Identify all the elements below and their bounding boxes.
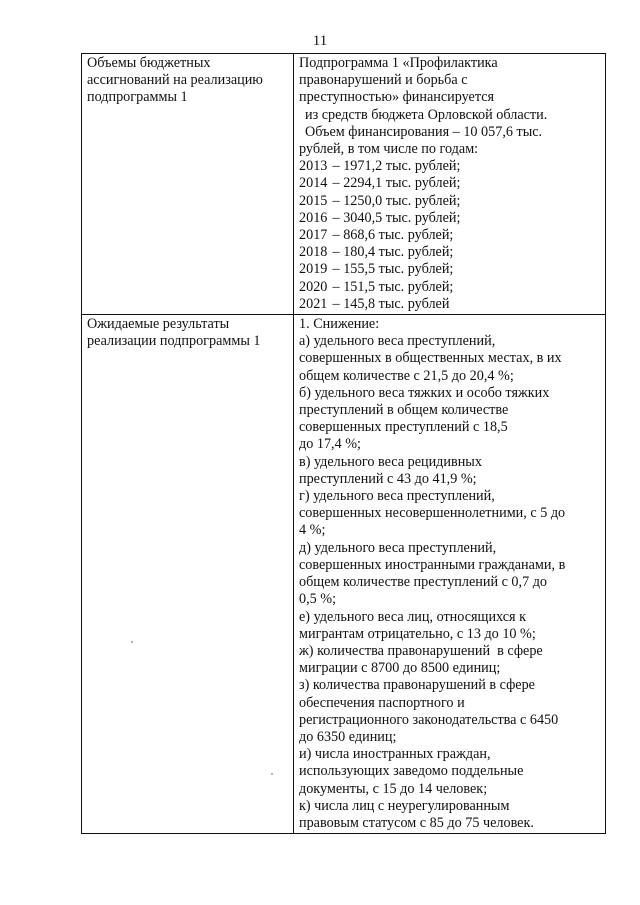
year-amount: – 868,6 тыс. рублей; [329,227,454,244]
year-amount-row [299,279,601,296]
page-number: 11 [312,33,328,49]
year-amount-row [299,261,601,278]
results-label-cell [82,315,294,834]
year-amount: – 1971,2 тыс. рублей; [329,158,461,175]
label-line: Ожидаемые результаты [87,316,230,333]
budget-content-cell [294,54,606,315]
content-line: 1. Снижение: [299,316,380,333]
content-line: правонарушений и борьба с [299,72,468,89]
content-line: а) удельного веса преступлений, [299,333,496,350]
year-label: 2020 [299,278,328,295]
label-line: Объемы бюджетных [87,55,211,71]
scan-speck [271,773,273,775]
content-line: совершенных иностранными гражданами, в [299,556,566,573]
results-content-cell [294,315,606,834]
content-line: использующих заведомо поддельные [299,763,524,780]
content-line: миграции с 8700 до 8500 единиц; [299,660,501,677]
content-line: совершенных несовершеннолетними, с 5 до [299,505,566,522]
content-line: правовым статусом с 85 до 75 человек. [299,814,534,831]
content-line: преступлений в общем количестве [299,402,509,419]
year-label: 2016 [299,209,328,226]
content-line: 4 %; [299,522,326,539]
year-amount-row [299,227,601,244]
content-line: совершенных преступлений с 18,5 [299,419,508,436]
year-amount-row [299,175,601,192]
year-amount-row [299,210,601,227]
year-amount: – 2294,1 тыс. рублей; [329,175,461,192]
year-label: 2015 [299,192,328,209]
content-line: до 6350 единиц; [299,728,397,745]
content-line: Объем финансирования – 10 057,6 тыс. [305,123,543,140]
content-line: мигрантам отрицательно, с 13 до 10 %; [299,625,536,642]
content-line: д) удельного веса преступлений, [299,539,497,556]
year-label: 2018 [299,244,328,261]
content-line: документы, с 15 до 14 человек; [299,780,488,797]
year-amount: – 180,4 тыс. рублей; [329,244,454,261]
year-amount: – 1250,0 тыс. рублей; [329,192,461,209]
scan-speck [131,641,133,643]
table-row-budget [82,54,606,315]
year-amount-row [299,158,601,175]
year-label: 2021 [299,295,328,312]
year-amount-row [299,296,601,313]
content-line: обеспечения паспортного и [299,694,465,711]
budget-label-cell [82,54,294,315]
label-line: реализации подпрограммы 1 [87,333,261,350]
year-label: 2013 [299,158,328,175]
content-line: 0,5 %; [299,591,337,608]
year-amount: – 151,5 тыс. рублей; [329,278,454,295]
year-label: 2014 [299,175,328,192]
content-line: преступлений с 43 до 41,9 %; [299,470,477,487]
content-line: г) удельного веса преступлений, [299,488,495,505]
content-line: б) удельного веса тяжких и особо тяжких [299,384,550,401]
content-line: до 17,4 %; [299,436,361,453]
label-line: ассигнований на реализацию [87,72,263,89]
content-line: и) числа иностранных граждан, [299,746,491,763]
content-line: з) количества правонарушений в сфере [299,677,535,694]
content-line: ж) количества правонарушений в сфере [299,642,543,659]
content-line: рублей, в том числе по годам: [299,141,479,158]
year-label: 2017 [299,227,328,244]
year-amount-row [299,244,601,261]
year-label: 2019 [299,261,328,278]
year-amount: – 3040,5 тыс. рублей; [329,209,461,226]
year-amount: – 155,5 тыс. рублей; [329,261,454,278]
passport-table [81,53,606,834]
year-amount: – 145,8 тыс. рублей [329,295,450,312]
content-line: к) числа лиц с неурегулированным [299,797,510,814]
content-line: в) удельного веса рецидивных [299,453,482,470]
content-line: совершенных в общественных местах, в их [299,350,562,367]
content-line: преступностью» финансируется [299,89,495,106]
table-row-results [82,315,606,834]
content-line: регистрационного законодательства с 6450 [299,711,559,728]
year-amount-row [299,193,601,210]
content-line: Подпрограмма 1 «Профилактика [299,55,498,71]
label-line: подпрограммы 1 [87,89,188,106]
content-line: из средств бюджета Орловской области. [305,106,548,123]
content-line: е) удельного веса лиц, относящихся к [299,608,526,625]
content-line: общем количестве преступлений с 0,7 до [299,574,548,591]
content-line: общем количестве с 21,5 до 20,4 %; [299,367,514,384]
